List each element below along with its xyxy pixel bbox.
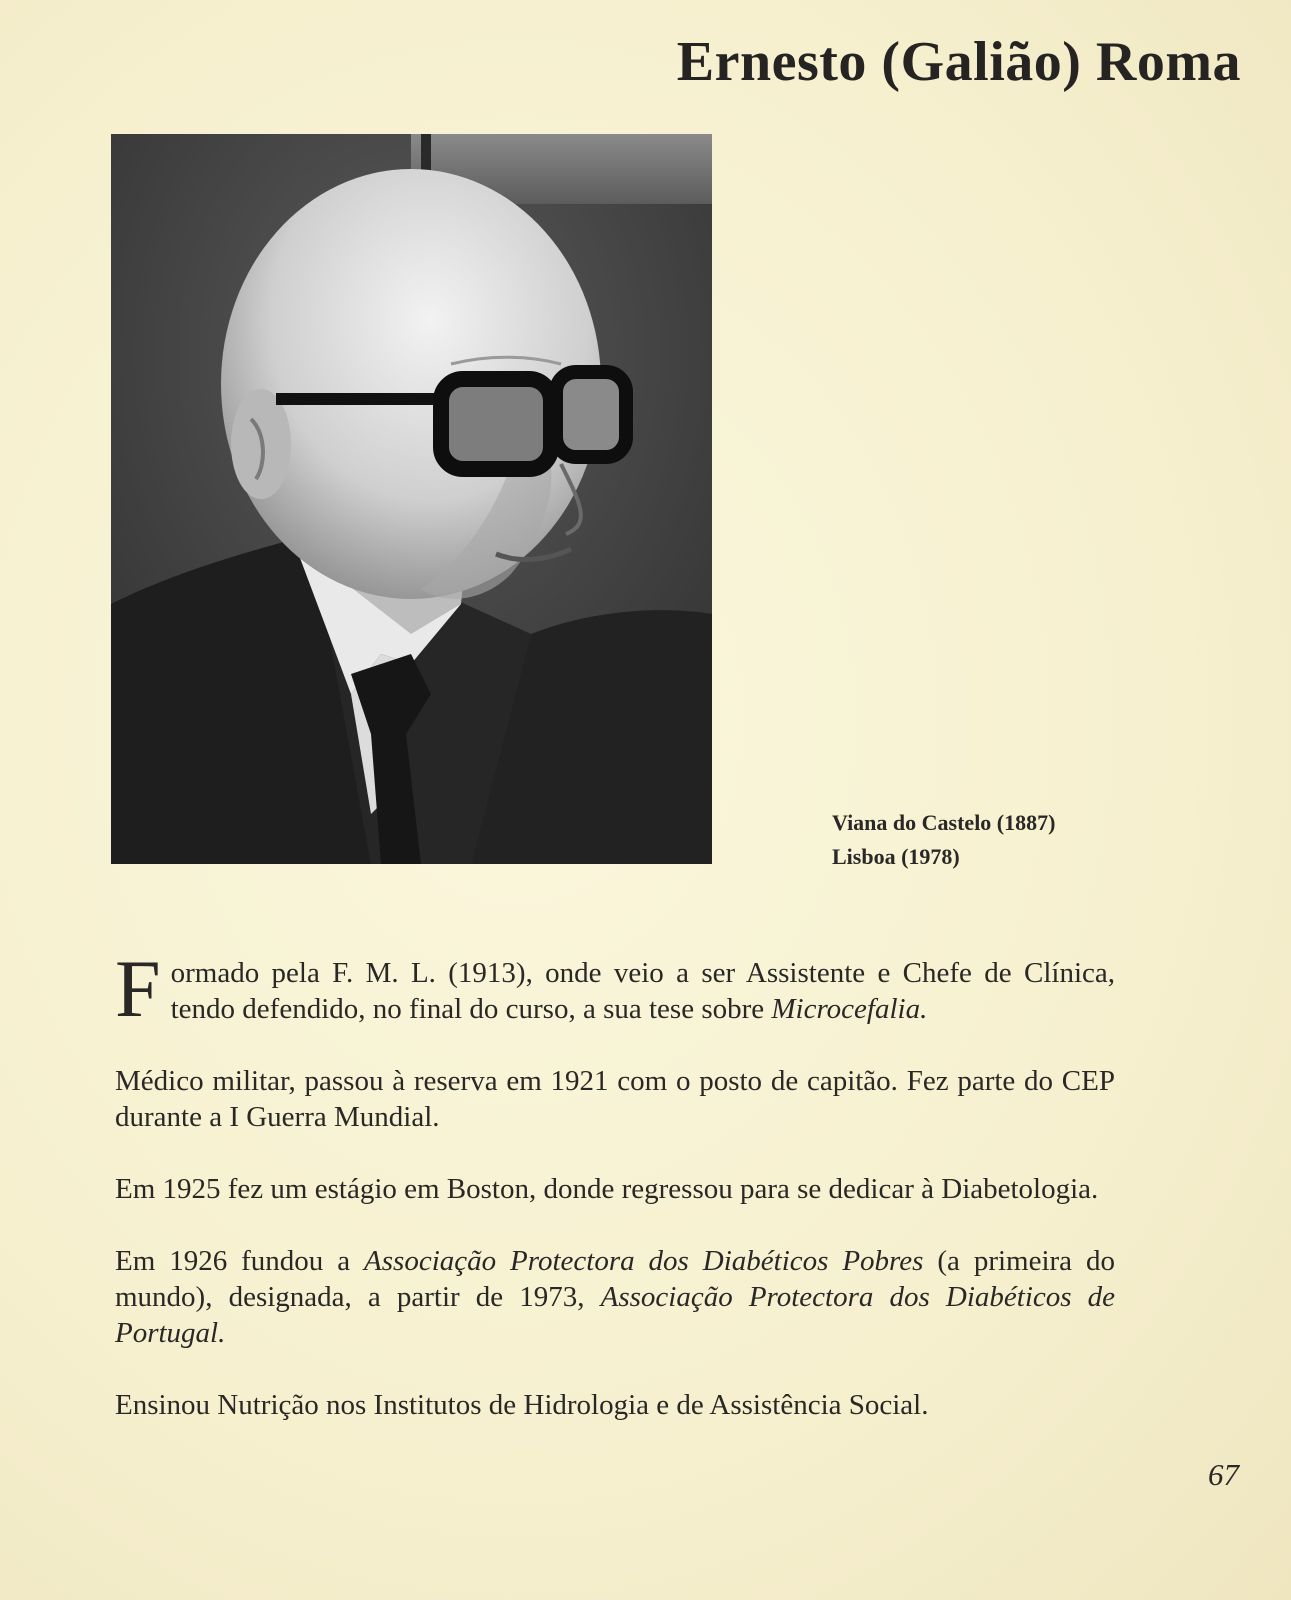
portrait-photo: [111, 134, 712, 864]
birth-death-caption: [832, 806, 1055, 874]
paragraph-4-italic-2: Associação Protectora dos Diabéticos de Portugal.: [115, 1281, 1116, 1349]
portrait-illustration: [111, 134, 712, 864]
paragraph-3: Em 1925 fez um estágio em Boston, donde regressou para se dedicar à Diabetologia.: [115, 1173, 1099, 1205]
drop-cap: F: [115, 943, 161, 1034]
paragraph-4: [115, 1243, 1115, 1351]
paragraph-4-text-2: (a primeira do mundo), designada, a partir de 1973,: [115, 1245, 1115, 1313]
page-title: Ernesto (Galião) Roma: [676, 31, 1241, 93]
paragraph-2: Médico militar, passou à reserva em 1921 com o posto de capitão. Fez parte do CEP durante a I Guerra Mundial.: [115, 1065, 1115, 1133]
paragraph-1: [115, 943, 1115, 1034]
page-number: 67: [1208, 1457, 1239, 1492]
caption-death: Lisboa (1978): [832, 844, 960, 869]
paragraph-1-text: ormado pela F. M. L. (1913), onde veio a ser Assistente e Chefe de Clínica, tendo defendido, no final do curso, a sua tese sobre: [170, 957, 1115, 1025]
paragraph-5: Ensinou Nutrição nos Institutos de Hidrologia e de Assistência Social.: [115, 1389, 929, 1421]
paragraph-1-italic: Microcefalia.: [771, 993, 928, 1025]
caption-birth: Viana do Castelo (1887): [832, 810, 1056, 835]
paragraph-4-text-1: Em 1926 fundou a: [115, 1245, 365, 1277]
biography-text: [115, 943, 1116, 1459]
paragraph-4-italic-1: Associação Protectora dos Diabéticos Pobres: [364, 1245, 924, 1277]
